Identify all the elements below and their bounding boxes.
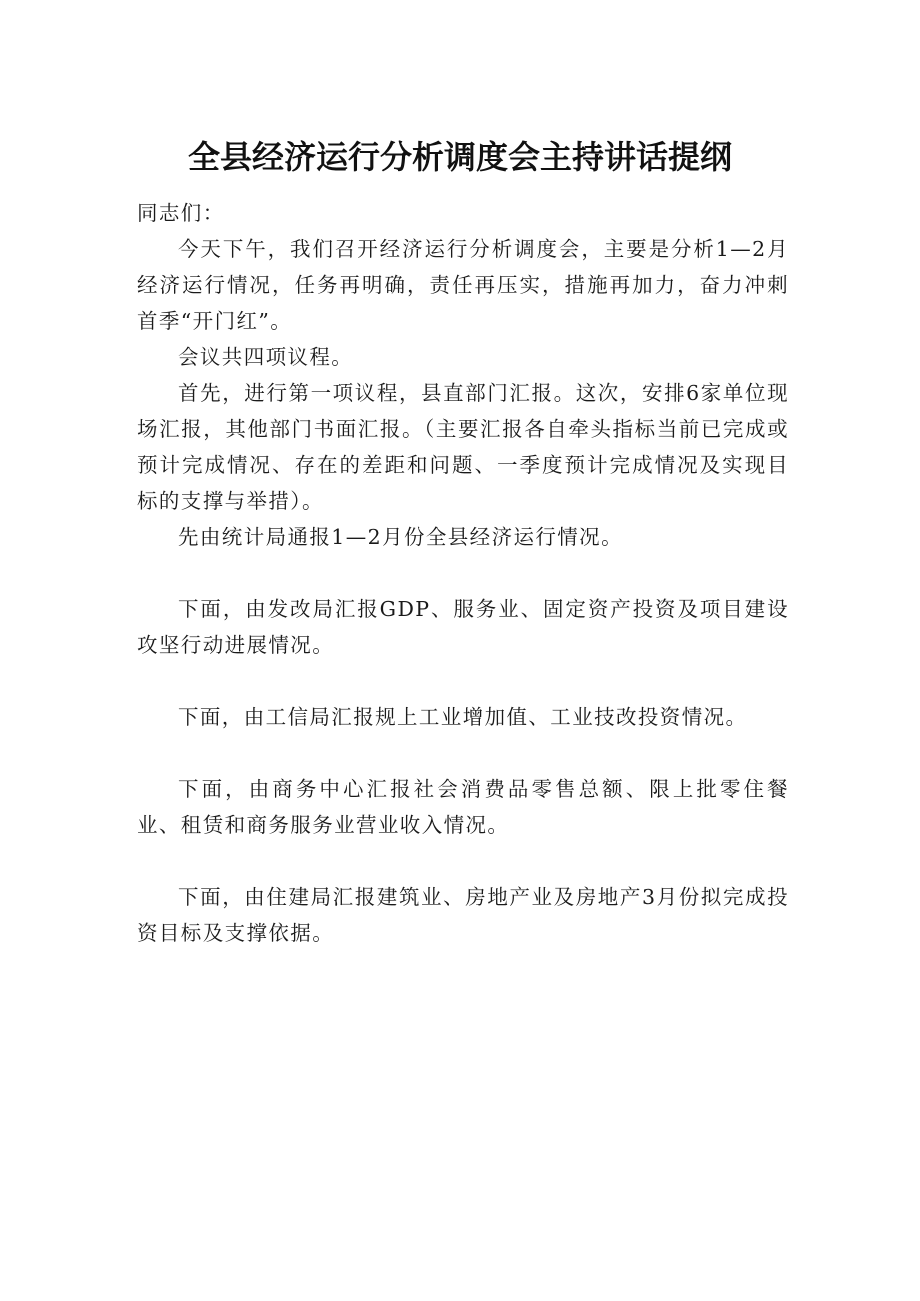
paragraph-development-bureau: 下面，由发改局汇报GDP、服务业、固定资产投资及项目建设攻坚行动进展情况。 bbox=[137, 597, 789, 657]
document-body bbox=[137, 195, 789, 951]
paragraph-commerce-center: 下面，由商务中心汇报社会消费品零售总额、限上批零住餐业、租赁和商务服务业营业收入情况。 bbox=[137, 777, 789, 837]
paragraph-statistics-bureau: 先由统计局通报1—2月份全县经济运行情况。 bbox=[178, 525, 623, 549]
paragraph-housing-bureau: 下面，由住建局汇报建筑业、房地产业及房地产3月份拟完成投资目标及支撑依据。 bbox=[137, 885, 789, 945]
paragraph-agenda: 会议共四项议程。 bbox=[178, 345, 354, 369]
salutation: 同志们： bbox=[137, 201, 225, 225]
paragraph-opening: 今天下午，我们召开经济运行分析调度会，主要是分析1—2月经济运行情况，任务再明确，责任再压实，措施再加力，奋力冲刺首季“开门红”。 bbox=[137, 237, 789, 333]
paragraph-industry-bureau: 下面，由工信局汇报规上工业增加值、工业技改投资情况。 bbox=[178, 705, 748, 729]
document-title: 全县经济运行分析调度会主持讲话提纲 bbox=[187, 138, 732, 176]
paragraph-first-item: 首先，进行第一项议程，县直部门汇报。这次，安排6家单位现场汇报，其他部门书面汇报。（主要汇报各自牵头指标当前已完成或预计完成情况、存在的差距和问题、一季度预计完成情况及实现目标的支撑与举措）。 bbox=[137, 381, 789, 513]
